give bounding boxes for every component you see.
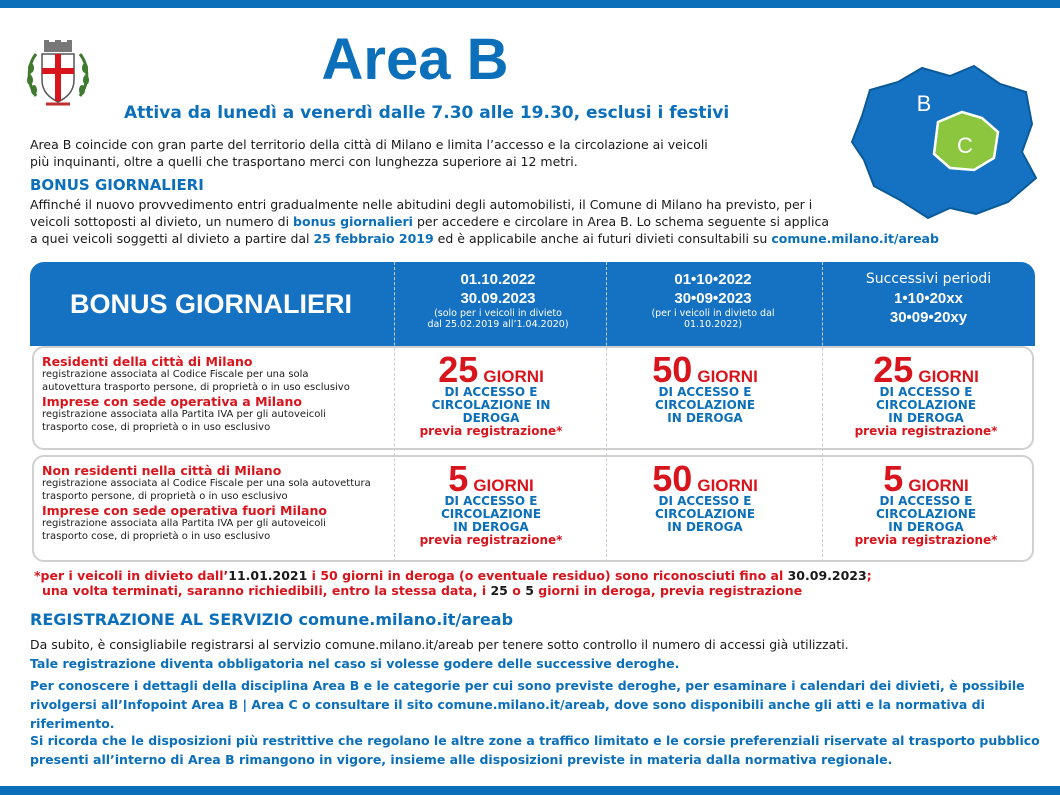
- column-header-2: 01•10•2022 30•09•2023 (per i veicoli in divieto dal 01.10.2022): [651, 271, 775, 330]
- map-label-b: B: [916, 91, 932, 116]
- bonus-cell: 50 GIORNI DI ACCESSO E CIRCOLAZIONE IN DEROGA: [652, 349, 758, 425]
- row-description: Non residenti nella città di Milano registrazione associata al Codice Fiscale per una sola autovettura trasporto persone, di proprietà o in uso esclusivo Imprese con sede operativa fuori Milano registrazione associata alla Partita IVA per gli autoveicoli trasporto cose, di proprietà o in uso esclusivo: [42, 463, 371, 542]
- areab-link[interactable]: comune.milano.it/areab: [771, 231, 939, 246]
- column-header-1: 01.10.2022 30.09.2023 (solo per i veicoli in divieto dal 25.02.2019 all’1.04.2020): [427, 271, 569, 330]
- table-row-residents: [32, 346, 1034, 450]
- bonus-heading: BONUS GIORNALIERI: [30, 176, 204, 194]
- bonus-cell: 5 GIORNI DI ACCESSO E CIRCOLAZIONE IN DEROGA previa registrazione*: [419, 458, 563, 547]
- bonus-paragraph: Affinché il nuovo provvedimento entri gradualmente nelle abitudini degli automobilisti, il Comune di Milano ha previsto, per i veicoli sottoposti al divieto, un numero di bonus giornalieri per accedere e circolare in Area B. Lo schema seguente si applica a quei veicoli soggetti al divieto a partire dal 25 febbraio 2019 ed è applicabile anche ai futuri divieti consultabili su comune.milano.it/areab: [30, 197, 939, 246]
- column-divider: [394, 262, 395, 562]
- registration-paragraph-2: Tale registrazione diventa obbligatoria nel caso si volesse godere delle successive deroghe.: [30, 656, 680, 671]
- bonus-table-header: [30, 262, 1035, 346]
- top-bar: [0, 0, 1060, 8]
- bonus-cell: 5 GIORNI DI ACCESSO E CIRCOLAZIONE IN DEROGA previa registrazione*: [854, 458, 998, 547]
- milan-coat-of-arms-logo: [22, 38, 94, 110]
- page-title: Area B: [321, 27, 509, 92]
- column-divider: [822, 262, 823, 562]
- table-header-label: BONUS GIORNALIERI: [69, 289, 352, 319]
- registration-heading: REGISTRAZIONE AL SERVIZIO comune.milano.it/areab: [30, 610, 514, 629]
- column-divider: [606, 262, 607, 562]
- footnote: *per i veicoli in divieto dall’11.01.2021 i 50 giorni in deroga (o eventuale residuo) sono riconosciuti fino al 30.09.2023; una volta terminati, saranno richiedibili, entro la stessa data, i 25 o 5 giorni in deroga, previa registrazione: [34, 568, 872, 598]
- column-header-3: Successivi periodi 1•10•20xx 30•09•20xy: [865, 271, 992, 326]
- registration-paragraph-1: Da subito, è consigliabile registrarsi al servizio comune.milano.it/areab per tenere sotto controllo il numero di accessi già utilizzati.: [30, 637, 849, 652]
- bottom-bar: [0, 786, 1060, 795]
- registration-paragraph-3: Per conoscere i dettagli della disciplina Area B e le categorie per cui sono previste deroghe, per esaminare i calendari dei divieti, è possibile rivolgersi all’Infopoint Area B | Area C o consultare il sito comune.milano.it/areab, dove sono disponibili anche gli atti e la normativa di riferimento.: [30, 678, 1025, 731]
- bonus-cell: 50 GIORNI DI ACCESSO E CIRCOLAZIONE IN DEROGA: [652, 458, 758, 534]
- registration-paragraph-4: Si ricorda che le disposizioni più restrittive che regolano le altre zone a traffico limitato e le corsie preferenziali riservate al trasporto pubblico presenti all’interno di Area B rimangono in vigore, insieme alle disposizioni previste in materia dalla normativa regionale.: [30, 733, 1040, 767]
- bonus-cell: 25 GIORNI DI ACCESSO E CIRCOLAZIONE IN DEROGA previa registrazione*: [854, 349, 998, 438]
- page-subtitle: Attiva da lunedì a venerdì dalle 7.30 alle 19.30, esclusi i festivi: [124, 103, 730, 123]
- table-row-non-residents: [32, 455, 1034, 562]
- map-label-c: C: [957, 133, 973, 158]
- row-description: Residenti della città di Milano registrazione associata al Codice Fiscale per una sola autovettura trasporto persone, di proprietà o in uso esclusivo Imprese con sede operativa a Milano registrazione associata alla Partita IVA per gli autoveicoli trasporto cose, di proprietà o in uso esclusivo: [42, 354, 350, 433]
- bonus-cell: 25 GIORNI DI ACCESSO E CIRCOLAZIONE IN DEROGA previa registrazione*: [419, 349, 563, 438]
- intro-paragraph: Area B coincide con gran parte del territorio della città di Milano e limita l’accesso e la circolazione ai veicoli più inquinanti, oltre a quelli che trasportano merci con lunghezza superiore ai 12 metri.: [30, 137, 708, 169]
